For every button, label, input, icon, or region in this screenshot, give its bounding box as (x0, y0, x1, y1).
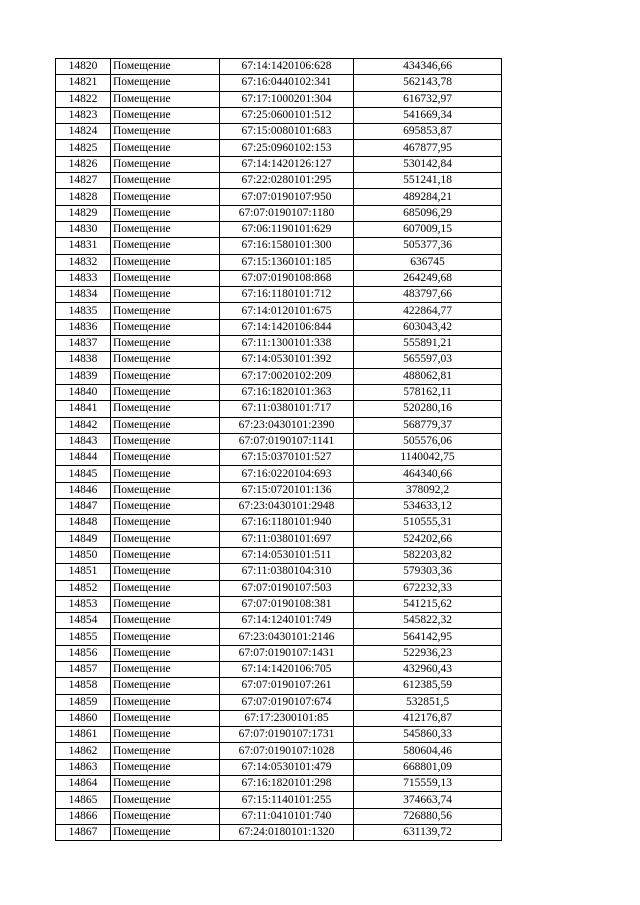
value-cell: 565597,03 (354, 352, 502, 368)
table-row (56, 221, 502, 237)
cadastral-number-cell: 67:07:0190107:950 (220, 189, 354, 205)
value-cell: 520280,16 (354, 401, 502, 417)
table-row (56, 319, 502, 335)
value-cell: 530142,84 (354, 156, 502, 172)
cadastral-number-cell: 67:16:1180101:940 (220, 515, 354, 531)
object-type-cell: Помещение (111, 710, 220, 726)
cadastral-number-cell: 67:16:0220104:693 (220, 466, 354, 482)
object-type-cell: Помещение (111, 173, 220, 189)
value-cell: 607009,15 (354, 221, 502, 237)
object-type-cell: Помещение (111, 824, 220, 840)
value-cell: 378092,2 (354, 482, 502, 498)
object-type-cell: Помещение (111, 124, 220, 140)
row-number-cell: 14861 (56, 727, 111, 743)
object-type-cell: Помещение (111, 205, 220, 221)
cadastral-number-cell: 67:24:0180101:1320 (220, 824, 354, 840)
cadastral-number-cell: 67:14:0120101:675 (220, 303, 354, 319)
row-number-cell: 14854 (56, 613, 111, 629)
object-type-cell: Помещение (111, 515, 220, 531)
table-row (56, 352, 502, 368)
table-row (56, 629, 502, 645)
table-row (56, 564, 502, 580)
cadastral-number-cell: 67:23:0430101:2948 (220, 499, 354, 515)
cadastral-number-cell: 67:07:0190108:868 (220, 270, 354, 286)
row-number-cell: 14831 (56, 238, 111, 254)
value-cell: 264249,68 (354, 270, 502, 286)
cadastral-number-cell: 67:11:1300101:338 (220, 336, 354, 352)
object-type-cell: Помещение (111, 417, 220, 433)
row-number-cell: 14833 (56, 270, 111, 286)
object-type-cell: Помещение (111, 91, 220, 107)
row-number-cell: 14860 (56, 710, 111, 726)
table-row (56, 694, 502, 710)
table-row (56, 384, 502, 400)
row-number-cell: 14841 (56, 401, 111, 417)
table-row (56, 91, 502, 107)
cadastral-number-cell: 67:23:0430101:2390 (220, 417, 354, 433)
value-cell: 555891,21 (354, 336, 502, 352)
cadastral-number-cell: 67:07:0190108:381 (220, 596, 354, 612)
row-number-cell: 14863 (56, 759, 111, 775)
value-cell: 432960,43 (354, 661, 502, 677)
cadastral-number-cell: 67:07:0190107:1731 (220, 727, 354, 743)
row-number-cell: 14865 (56, 792, 111, 808)
row-number-cell: 14826 (56, 156, 111, 172)
registry-table (55, 58, 502, 841)
cadastral-number-cell: 67:14:0530101:511 (220, 547, 354, 563)
row-number-cell: 14835 (56, 303, 111, 319)
table-row (56, 499, 502, 515)
object-type-cell: Помещение (111, 450, 220, 466)
table-row (56, 75, 502, 91)
object-type-cell: Помещение (111, 287, 220, 303)
row-number-cell: 14829 (56, 205, 111, 221)
table-row (56, 173, 502, 189)
value-cell: 685096,29 (354, 205, 502, 221)
table-row (56, 515, 502, 531)
row-number-cell: 14850 (56, 547, 111, 563)
value-cell: 489284,21 (354, 189, 502, 205)
value-cell: 579303,36 (354, 564, 502, 580)
cadastral-number-cell: 67:15:0080101:683 (220, 124, 354, 140)
value-cell: 510555,31 (354, 515, 502, 531)
value-cell: 464340,66 (354, 466, 502, 482)
cadastral-number-cell: 67:07:0190107:503 (220, 580, 354, 596)
row-number-cell: 14840 (56, 384, 111, 400)
row-number-cell: 14838 (56, 352, 111, 368)
table-row (56, 645, 502, 661)
table-row (56, 727, 502, 743)
row-number-cell: 14832 (56, 254, 111, 270)
table-row (56, 270, 502, 286)
value-cell: 467877,95 (354, 140, 502, 156)
object-type-cell: Помещение (111, 792, 220, 808)
cadastral-number-cell: 67:17:0020102:209 (220, 368, 354, 384)
object-type-cell: Помещение (111, 238, 220, 254)
value-cell: 636745 (354, 254, 502, 270)
table-row (56, 743, 502, 759)
value-cell: 568779,37 (354, 417, 502, 433)
table-row (56, 450, 502, 466)
cadastral-number-cell: 67:11:0380101:717 (220, 401, 354, 417)
value-cell: 582203,82 (354, 547, 502, 563)
table-row (56, 124, 502, 140)
row-number-cell: 14867 (56, 824, 111, 840)
object-type-cell: Помещение (111, 156, 220, 172)
cadastral-number-cell: 67:23:0430101:2146 (220, 629, 354, 645)
row-number-cell: 14852 (56, 580, 111, 596)
cadastral-number-cell: 67:25:0600101:512 (220, 107, 354, 123)
table-row (56, 792, 502, 808)
table-row (56, 205, 502, 221)
object-type-cell: Помещение (111, 808, 220, 824)
row-number-cell: 14857 (56, 661, 111, 677)
cadastral-number-cell: 67:14:1420126:127 (220, 156, 354, 172)
object-type-cell: Помещение (111, 221, 220, 237)
cadastral-number-cell: 67:22:0280101:295 (220, 173, 354, 189)
table-row (56, 107, 502, 123)
table-row (56, 433, 502, 449)
object-type-cell: Помещение (111, 254, 220, 270)
table-row (56, 759, 502, 775)
object-type-cell: Помещение (111, 336, 220, 352)
object-type-cell: Помещение (111, 776, 220, 792)
row-number-cell: 14824 (56, 124, 111, 140)
value-cell: 1140042,75 (354, 450, 502, 466)
value-cell: 541669,34 (354, 107, 502, 123)
object-type-cell: Помещение (111, 352, 220, 368)
table-row (56, 189, 502, 205)
cadastral-number-cell: 67:15:0370101:527 (220, 450, 354, 466)
row-number-cell: 14847 (56, 499, 111, 515)
value-cell: 631139,72 (354, 824, 502, 840)
value-cell: 672232,33 (354, 580, 502, 596)
table-row (56, 59, 502, 75)
row-number-cell: 14825 (56, 140, 111, 156)
table-row (56, 368, 502, 384)
object-type-cell: Помещение (111, 596, 220, 612)
cadastral-number-cell: 67:15:1140101:255 (220, 792, 354, 808)
value-cell: 534633,12 (354, 499, 502, 515)
value-cell: 522936,23 (354, 645, 502, 661)
table-row (56, 401, 502, 417)
table-row (56, 710, 502, 726)
value-cell: 505576,06 (354, 433, 502, 449)
cadastral-number-cell: 67:14:0530101:392 (220, 352, 354, 368)
value-cell: 545860,33 (354, 727, 502, 743)
row-number-cell: 14846 (56, 482, 111, 498)
value-cell: 545822,32 (354, 613, 502, 629)
object-type-cell: Помещение (111, 59, 220, 75)
object-type-cell: Помещение (111, 629, 220, 645)
value-cell: 668801,09 (354, 759, 502, 775)
cadastral-number-cell: 67:11:0410101:740 (220, 808, 354, 824)
cadastral-number-cell: 67:25:0960102:153 (220, 140, 354, 156)
table-row (56, 336, 502, 352)
table-row (56, 824, 502, 840)
object-type-cell: Помещение (111, 140, 220, 156)
row-number-cell: 14836 (56, 319, 111, 335)
table-row (56, 287, 502, 303)
cadastral-number-cell: 67:11:0380104:310 (220, 564, 354, 580)
row-number-cell: 14851 (56, 564, 111, 580)
row-number-cell: 14839 (56, 368, 111, 384)
object-type-cell: Помещение (111, 189, 220, 205)
value-cell: 612385,59 (354, 678, 502, 694)
object-type-cell: Помещение (111, 564, 220, 580)
cadastral-number-cell: 67:15:0720101:136 (220, 482, 354, 498)
cadastral-number-cell: 67:14:1420106:705 (220, 661, 354, 677)
object-type-cell: Помещение (111, 759, 220, 775)
table-row (56, 547, 502, 563)
row-number-cell: 14855 (56, 629, 111, 645)
row-number-cell: 14828 (56, 189, 111, 205)
table-row (56, 140, 502, 156)
row-number-cell: 14821 (56, 75, 111, 91)
table-row (56, 254, 502, 270)
cadastral-number-cell: 67:07:0190107:261 (220, 678, 354, 694)
object-type-cell: Помещение (111, 499, 220, 515)
object-type-cell: Помещение (111, 580, 220, 596)
cadastral-number-cell: 67:16:1820101:298 (220, 776, 354, 792)
table-row (56, 661, 502, 677)
value-cell: 524202,66 (354, 531, 502, 547)
cadastral-number-cell: 67:16:1180101:712 (220, 287, 354, 303)
object-type-cell: Помещение (111, 466, 220, 482)
table-row (56, 613, 502, 629)
value-cell: 603043,42 (354, 319, 502, 335)
object-type-cell: Помещение (111, 482, 220, 498)
cadastral-number-cell: 67:17:1000201:304 (220, 91, 354, 107)
object-type-cell: Помещение (111, 678, 220, 694)
cadastral-number-cell: 67:16:0440102:341 (220, 75, 354, 91)
row-number-cell: 14853 (56, 596, 111, 612)
value-cell: 578162,11 (354, 384, 502, 400)
object-type-cell: Помещение (111, 319, 220, 335)
table-row (56, 531, 502, 547)
table-row (56, 678, 502, 694)
object-type-cell: Помещение (111, 743, 220, 759)
cadastral-number-cell: 67:15:1360101:185 (220, 254, 354, 270)
object-type-cell: Помещение (111, 694, 220, 710)
value-cell: 580604,46 (354, 743, 502, 759)
table-row (56, 466, 502, 482)
row-number-cell: 14837 (56, 336, 111, 352)
value-cell: 532851,5 (354, 694, 502, 710)
row-number-cell: 14848 (56, 515, 111, 531)
row-number-cell: 14827 (56, 173, 111, 189)
value-cell: 564142,95 (354, 629, 502, 645)
value-cell: 715559,13 (354, 776, 502, 792)
value-cell: 422864,77 (354, 303, 502, 319)
object-type-cell: Помещение (111, 75, 220, 91)
row-number-cell: 14864 (56, 776, 111, 792)
value-cell: 541215,62 (354, 596, 502, 612)
value-cell: 562143,78 (354, 75, 502, 91)
cadastral-number-cell: 67:16:1820101:363 (220, 384, 354, 400)
value-cell: 412176,87 (354, 710, 502, 726)
row-number-cell: 14866 (56, 808, 111, 824)
cadastral-number-cell: 67:07:0190107:1431 (220, 645, 354, 661)
object-type-cell: Помещение (111, 270, 220, 286)
table-row (56, 482, 502, 498)
row-number-cell: 14862 (56, 743, 111, 759)
object-type-cell: Помещение (111, 303, 220, 319)
value-cell: 616732,97 (354, 91, 502, 107)
value-cell: 483797,66 (354, 287, 502, 303)
table-row (56, 303, 502, 319)
value-cell: 505377,36 (354, 238, 502, 254)
object-type-cell: Помещение (111, 401, 220, 417)
value-cell: 488062,81 (354, 368, 502, 384)
registry-table-body (56, 59, 502, 841)
row-number-cell: 14834 (56, 287, 111, 303)
cadastral-number-cell: 67:14:1420106:628 (220, 59, 354, 75)
row-number-cell: 14822 (56, 91, 111, 107)
table-row (56, 156, 502, 172)
cadastral-number-cell: 67:14:0530101:479 (220, 759, 354, 775)
cadastral-number-cell: 67:16:1580101:300 (220, 238, 354, 254)
value-cell: 726880,56 (354, 808, 502, 824)
row-number-cell: 14845 (56, 466, 111, 482)
object-type-cell: Помещение (111, 368, 220, 384)
object-type-cell: Помещение (111, 531, 220, 547)
cadastral-number-cell: 67:14:1420106:844 (220, 319, 354, 335)
object-type-cell: Помещение (111, 384, 220, 400)
row-number-cell: 14849 (56, 531, 111, 547)
row-number-cell: 14844 (56, 450, 111, 466)
row-number-cell: 14842 (56, 417, 111, 433)
cadastral-number-cell: 67:07:0190107:1028 (220, 743, 354, 759)
value-cell: 434346,66 (354, 59, 502, 75)
object-type-cell: Помещение (111, 613, 220, 629)
row-number-cell: 14843 (56, 433, 111, 449)
table-row (56, 417, 502, 433)
table-row (56, 776, 502, 792)
row-number-cell: 14820 (56, 59, 111, 75)
table-row (56, 596, 502, 612)
value-cell: 551241,18 (354, 173, 502, 189)
row-number-cell: 14856 (56, 645, 111, 661)
table-row (56, 580, 502, 596)
object-type-cell: Помещение (111, 645, 220, 661)
table-row (56, 238, 502, 254)
object-type-cell: Помещение (111, 661, 220, 677)
row-number-cell: 14830 (56, 221, 111, 237)
object-type-cell: Помещение (111, 107, 220, 123)
row-number-cell: 14823 (56, 107, 111, 123)
object-type-cell: Помещение (111, 433, 220, 449)
cadastral-number-cell: 67:17:2300101:85 (220, 710, 354, 726)
table-row (56, 808, 502, 824)
value-cell: 695853,87 (354, 124, 502, 140)
row-number-cell: 14859 (56, 694, 111, 710)
cadastral-number-cell: 67:07:0190107:1141 (220, 433, 354, 449)
object-type-cell: Помещение (111, 727, 220, 743)
object-type-cell: Помещение (111, 547, 220, 563)
value-cell: 374663,74 (354, 792, 502, 808)
cadastral-number-cell: 67:14:1240101:749 (220, 613, 354, 629)
cadastral-number-cell: 67:07:0190107:674 (220, 694, 354, 710)
cadastral-number-cell: 67:07:0190107:1180 (220, 205, 354, 221)
cadastral-number-cell: 67:06:1190101:629 (220, 221, 354, 237)
cadastral-number-cell: 67:11:0380101:697 (220, 531, 354, 547)
row-number-cell: 14858 (56, 678, 111, 694)
